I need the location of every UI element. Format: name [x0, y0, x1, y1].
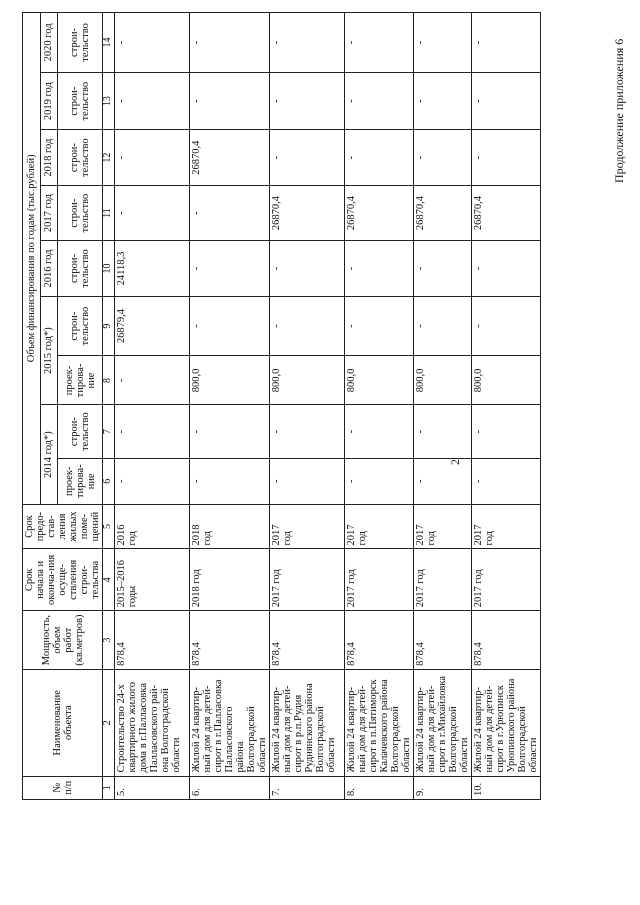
header-deadline: Срок предо-став-ления жилых поме-щений [23, 504, 103, 549]
cell-no: 7. [269, 776, 344, 799]
cell-c6: - [413, 458, 471, 504]
cell-deadline: 2018 год [189, 504, 269, 549]
cell-capacity: 878,4 [189, 611, 269, 670]
cell-c10: - [344, 241, 413, 296]
cell-c12: - [114, 130, 189, 185]
header-2014: 2014 год*) [40, 405, 58, 504]
column-number: 13 [103, 72, 115, 130]
column-number: 11 [103, 185, 115, 240]
cell-c12: - [471, 130, 540, 185]
cell-c8: 800,0 [344, 356, 413, 405]
cell-c10: 24118,3 [114, 241, 189, 296]
cell-period: 2017 год [344, 549, 413, 611]
header-2017: 2017 год [40, 185, 58, 240]
column-number: 4 [103, 549, 115, 611]
cell-c8: 800,0 [189, 356, 269, 405]
table-row [413, 13, 471, 800]
table-row [269, 13, 344, 800]
cell-capacity: 878,4 [269, 611, 344, 670]
header-build-2015: строи-тельство [58, 296, 103, 356]
cell-c9: 26879,4 [114, 296, 189, 356]
header-period: Срок начала и оконча-ния осуще-ствления строи-тельства [23, 549, 103, 611]
column-number: 12 [103, 130, 115, 185]
cell-c6: - [189, 458, 269, 504]
cell-c14: - [471, 13, 540, 73]
cell-capacity: 878,4 [471, 611, 540, 670]
header-build-2020: строи-тельство [58, 13, 103, 73]
cell-c6: - [269, 458, 344, 504]
cell-deadline: 2016 год [114, 504, 189, 549]
header-2018: 2018 год [40, 130, 58, 185]
cell-c7: - [269, 405, 344, 458]
cell-c14: - [189, 13, 269, 73]
column-number: 10 [103, 241, 115, 296]
cell-period: 2018 год [189, 549, 269, 611]
cell-c14: - [114, 13, 189, 73]
cell-c13: - [471, 72, 540, 130]
page-number: 2 [448, 459, 462, 465]
cell-c13: - [413, 72, 471, 130]
column-number: 1 [103, 776, 115, 799]
header-2020: 2020 год [40, 13, 58, 73]
column-number: 8 [103, 356, 115, 405]
cell-no: 8. [344, 776, 413, 799]
column-number: 3 [103, 611, 115, 670]
column-number: 2 [103, 669, 115, 776]
funding-table [22, 12, 541, 800]
cell-c12: - [413, 130, 471, 185]
table-row [114, 13, 189, 800]
cell-c11: - [114, 185, 189, 240]
continuation-note: Продолжение приложения 6 [612, 38, 626, 183]
cell-name: Жилой 24 квартир-ный дом для детей-сирот в р.п.Рудня Руднянского района Волгоградской области [269, 669, 344, 776]
header-build-2016: строи-тельство [58, 241, 103, 296]
cell-c8: 800,0 [269, 356, 344, 405]
cell-c11: 26870,4 [413, 185, 471, 240]
column-number: 5 [103, 504, 115, 549]
cell-c6: - [471, 458, 540, 504]
header-build-2019: строи-тельство [58, 72, 103, 130]
cell-period: 2017 год [471, 549, 540, 611]
cell-c8: 800,0 [413, 356, 471, 405]
cell-c10: - [413, 241, 471, 296]
cell-c7: - [344, 405, 413, 458]
header-design-2015: проек-тирова-ние [58, 356, 103, 405]
cell-period: 2015–2016 годы [114, 549, 189, 611]
column-number: 9 [103, 296, 115, 356]
header-build-2017: строи-тельство [58, 185, 103, 240]
header-build-2018: строи-тельство [58, 130, 103, 185]
cell-c13: - [114, 72, 189, 130]
column-number: 14 [103, 13, 115, 73]
cell-capacity: 878,4 [344, 611, 413, 670]
cell-c9: - [413, 296, 471, 356]
cell-c11: 26870,4 [344, 185, 413, 240]
cell-c9: - [189, 296, 269, 356]
cell-no: 9. [413, 776, 471, 799]
column-number: 7 [103, 405, 115, 458]
cell-c13: - [344, 72, 413, 130]
header-2015: 2015 год*) [40, 296, 58, 405]
header-2016: 2016 год [40, 241, 58, 296]
header-build-2014: строи-тельство [58, 405, 103, 458]
cell-name: Жилой 24 квартир-ный дом для детей-сирот в г.Палласовка Палласовского района Волгоградской области [189, 669, 269, 776]
cell-name: Жилой 24 квартир-ный дом для детей-сирот в г.Михайловка Волгоградской области [413, 669, 471, 776]
cell-c11: 26870,4 [471, 185, 540, 240]
header-design-2014: проек-тирова-ние [58, 458, 103, 504]
cell-c12: 26870,4 [189, 130, 269, 185]
column-number: 6 [103, 458, 115, 504]
cell-c14: - [269, 13, 344, 73]
cell-deadline: 2017 год [471, 504, 540, 549]
cell-name: Жилой 24 квартир-ный дом для детей-сирот в г.Урюпинск Урюпинского района Волгоградской области [471, 669, 540, 776]
cell-capacity: 878,4 [413, 611, 471, 670]
cell-c8: 800,0 [471, 356, 540, 405]
cell-c10: - [269, 241, 344, 296]
cell-c7: - [413, 405, 471, 458]
cell-c7: - [114, 405, 189, 458]
cell-c14: - [413, 13, 471, 73]
cell-name: Жилой 24 квартир-ный дом для детей-сирот в п.Пятиморск Калачевского района Волгоградской области [344, 669, 413, 776]
cell-c11: - [189, 185, 269, 240]
cell-c6: - [344, 458, 413, 504]
cell-c13: - [189, 72, 269, 130]
cell-c10: - [471, 241, 540, 296]
cell-c9: - [471, 296, 540, 356]
cell-deadline: 2017 год [413, 504, 471, 549]
cell-c9: - [269, 296, 344, 356]
table-row [344, 13, 413, 800]
table-body [114, 13, 540, 800]
cell-c12: - [344, 130, 413, 185]
cell-c9: - [344, 296, 413, 356]
cell-c10: - [189, 241, 269, 296]
cell-c7: - [189, 405, 269, 458]
header-2019: 2019 год [40, 72, 58, 130]
header-no: № п/п [23, 776, 103, 799]
column-number-row [103, 13, 115, 800]
cell-capacity: 878,4 [114, 611, 189, 670]
table-row [471, 13, 540, 800]
cell-c7: - [471, 405, 540, 458]
cell-no: 6. [189, 776, 269, 799]
cell-deadline: 2017 год [344, 504, 413, 549]
cell-name: Строительство 24-х квартирного жилого дома в г.Палласовка Палласовского рай-она Волгоградской области [114, 669, 189, 776]
cell-c13: - [269, 72, 344, 130]
cell-c6: - [114, 458, 189, 504]
cell-deadline: 2017 год [269, 504, 344, 549]
cell-no: 5. [114, 776, 189, 799]
cell-c8: - [114, 356, 189, 405]
cell-c11: 26870,4 [269, 185, 344, 240]
header-capacity: Мощность, объем работ (кв.метров) [23, 611, 103, 670]
cell-period: 2017 год [413, 549, 471, 611]
header-funding: Объем финансирования по годам (тыс.рублей) [23, 13, 41, 505]
cell-period: 2017 год [269, 549, 344, 611]
table-row [189, 13, 269, 800]
cell-no: 10. [471, 776, 540, 799]
cell-c12: - [269, 130, 344, 185]
cell-c14: - [344, 13, 413, 73]
header-name: Наименование объекта [23, 669, 103, 776]
